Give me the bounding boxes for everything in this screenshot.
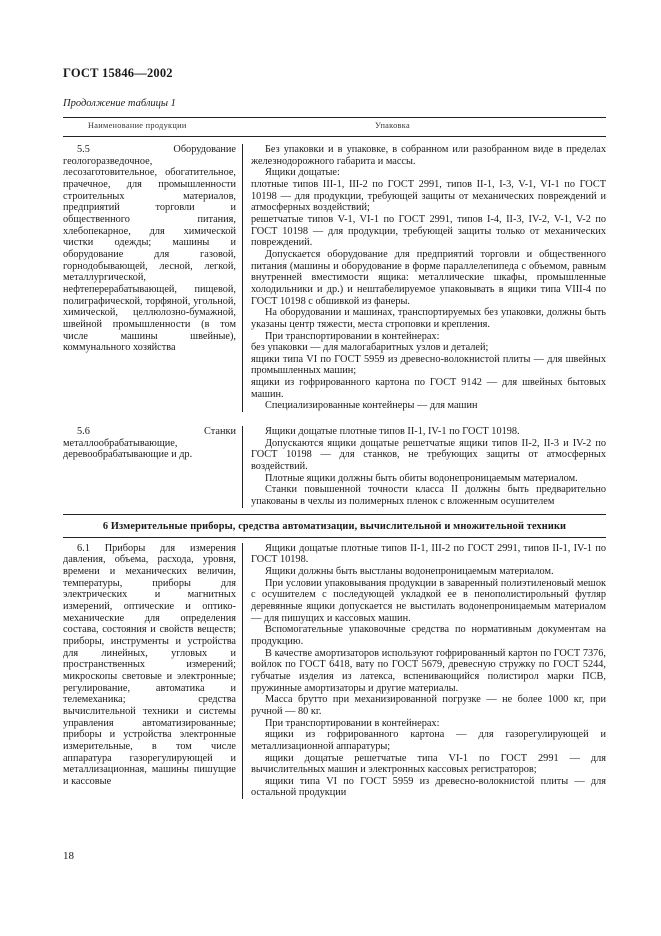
packaging-table [63, 117, 606, 799]
table-continuation-caption: Продолжение таблицы 1 [63, 98, 176, 109]
packaging-paragraph: Масса брутто при механизированной погрузке — не более 1000 кг, при ручной — 80 кг. [251, 694, 606, 717]
table-row [63, 538, 606, 799]
packaging-paragraph: плотные типов III-1, III-2 по ГОСТ 2991, типов II-1, I-3, V-1, VI-1 по ГОСТ 10198 — для продукции, требующей защиты от механических повреждений и атмосферных воздействий; [251, 178, 606, 214]
table-row [63, 137, 606, 412]
packaging-paragraph: Допускается оборудование для предприятий торговли и общественного питания (машины и оборудование в форме параллелепипеда с объемом, равным внутренней вместимости ящика: металлические шкафы, промышленные холодильники и др.) и нештабелируемое упаковывать в ящики типа VIII-4 по ГОСТ 10198 с обшивкой из фанеры. [251, 248, 606, 307]
packaging-cell [243, 144, 606, 412]
packaging-paragraph: Ящики дощатые плотные типов II-1, III-2 по ГОСТ 2991, типов II-1, IV-1 по ГОСТ 10198. [251, 542, 606, 566]
packaging-paragraph: решетчатые типов V-1, VI-1 по ГОСТ 2991, типов I-4, II-3, IV-2, V-1, V-2 по ГОСТ 10198 — для продукции, требующей защиты только от механических повреждений. [251, 213, 606, 249]
packaging-paragraph: Ящики должны быть выстланы водонепроницаемым материалом. [265, 566, 554, 577]
packaging-paragraph: ящики из гофрированного картона по ГОСТ 9142 — для швейных бытовых машин. [251, 377, 606, 400]
page-number: 18 [63, 850, 74, 862]
packaging-paragraph: Без упаковки и в упаковке, в собранном или разобранном виде в пределах железнодорожного габарита и массы. [251, 144, 606, 167]
packaging-paragraph: В качестве амортизаторов используют гофрированный картон по ГОСТ 7376, войлок по ГОСТ 6418, вату по ГОСТ 5679, древесную стружку по ГОСТ 5244, губчатые изделия из латекса, вспенивающийся полистирол марки ПСВ, пружинные амортизаторы и другие материалы. [251, 647, 606, 694]
product-name-cell [63, 543, 243, 799]
product-name-cell [63, 144, 243, 412]
packaging-paragraph: При транспортировании в контейнерах: [265, 717, 440, 729]
packaging-paragraph: При транспортировании в контейнерах: [265, 330, 440, 342]
packaging-paragraph: Плотные ящики должны быть обиты водонепроницаемым материалом. [265, 472, 578, 484]
packaging-paragraph: Станки повышенной точности класса II должны быть предварительно упакованы в чехлы из полимерных пленок с вложенным осушителем [251, 484, 606, 508]
column-header-packaging: Упаковка [375, 121, 410, 130]
document-id: ГОСТ 15846—2002 [63, 66, 173, 80]
packaging-paragraph: На оборудовании и машинах, транспортируемых без упаковки, должны быть указаны центр тяжести, места строповки и крепления. [251, 307, 606, 330]
product-name: 5.6 Станки металлообрабатывающие, деревообрабатывающие и др. [63, 426, 236, 461]
product-name: 5.5 Оборудование геологоразведочное, лесозаготовительное, обогатительное, прачечное, для промышленности строительных материалов, предприятий торговли и общественного питания, хлебопекарное, для химической чистки одежды; машины и оборудование для газовой, горнодобывающей, лесной, легкой, металлургической, нефтеперерабатывающей, пищевой, полиграфической, торфяной, угольной, химической, целлюлозно-бумажной, швейной промышленности (в том числе машины швейные), коммунального хозяйства [63, 144, 236, 354]
packaging-paragraph: Ящики дощатые: [265, 167, 340, 179]
product-name-cell [63, 426, 243, 508]
packaging-paragraph: ящики типа VI по ГОСТ 5959 из древесно-волокнистой плиты — для остальной продукции [251, 775, 606, 799]
packaging-paragraph: Специализированные контейнеры — для машин [265, 400, 478, 412]
table-row [63, 412, 606, 514]
section-heading: 6 Измерительные приборы, средства автоматизации, вычислительной и множительной техники [63, 514, 606, 538]
column-header-product: Наименование продукции [88, 121, 187, 130]
packaging-paragraph: без упаковки — для малогабаритных узлов и деталей; [251, 342, 489, 354]
packaging-paragraph: ящики из гофрированного картона — для газорегулирующей и металлизационной аппаратуры; [251, 729, 606, 752]
table-header [63, 117, 606, 137]
packaging-paragraph: При условии упаковывания продукции в заваренный полиэтиленовый мешок с осушителем с последующей укладкой ее в пенополистирольный футляр деревянные ящики допускается не выстилать водонепроницаемым материалом — для пишущих и кассовых машин. [251, 577, 606, 624]
packaging-cell [243, 543, 606, 799]
product-name: 6.1 Приборы для измерения давления, объема, расхода, уровня, времени и механических величин, температуры, приборы для электрических и магнитных измерений, оптические и оптико-механические для определения состава, состояния и свойств веществ; приборы, инструменты и устройства для линейных, угловых и пространственных измерений; микроскопы световые и электронные; регулирование, автоматика и телемеханика; средства вычислительной техники и системы управления автоматизированные; приборы и устройства электронные измерительные, в том числе аппаратура газорегулирующей и металлизационная, машины пишущие и кассовые [63, 542, 236, 787]
packaging-paragraph: Ящики дощатые плотные типов II-1, IV-1 по ГОСТ 10198. [265, 426, 520, 438]
packaging-cell [243, 426, 606, 508]
packaging-paragraph: Допускаются ящики дощатые решетчатые ящики типов II-2, II-3 и IV-2 по ГОСТ 10198 — для станков, не требующих защиты от атмосферных воздействий. [251, 437, 606, 473]
packaging-paragraph: ящики дощатые решетчатые типа VI-1 по ГОСТ 2991 — для вычислительных машин и электронных кассовых регистраторов; [251, 752, 606, 776]
packaging-paragraph: ящики типа VI по ГОСТ 5959 из древесно-волокнистой плиты — для швейных промышленных машин; [251, 353, 606, 377]
packaging-paragraph: Вспомогательные упаковочные средства по нормативным документам на продукцию. [251, 624, 606, 647]
